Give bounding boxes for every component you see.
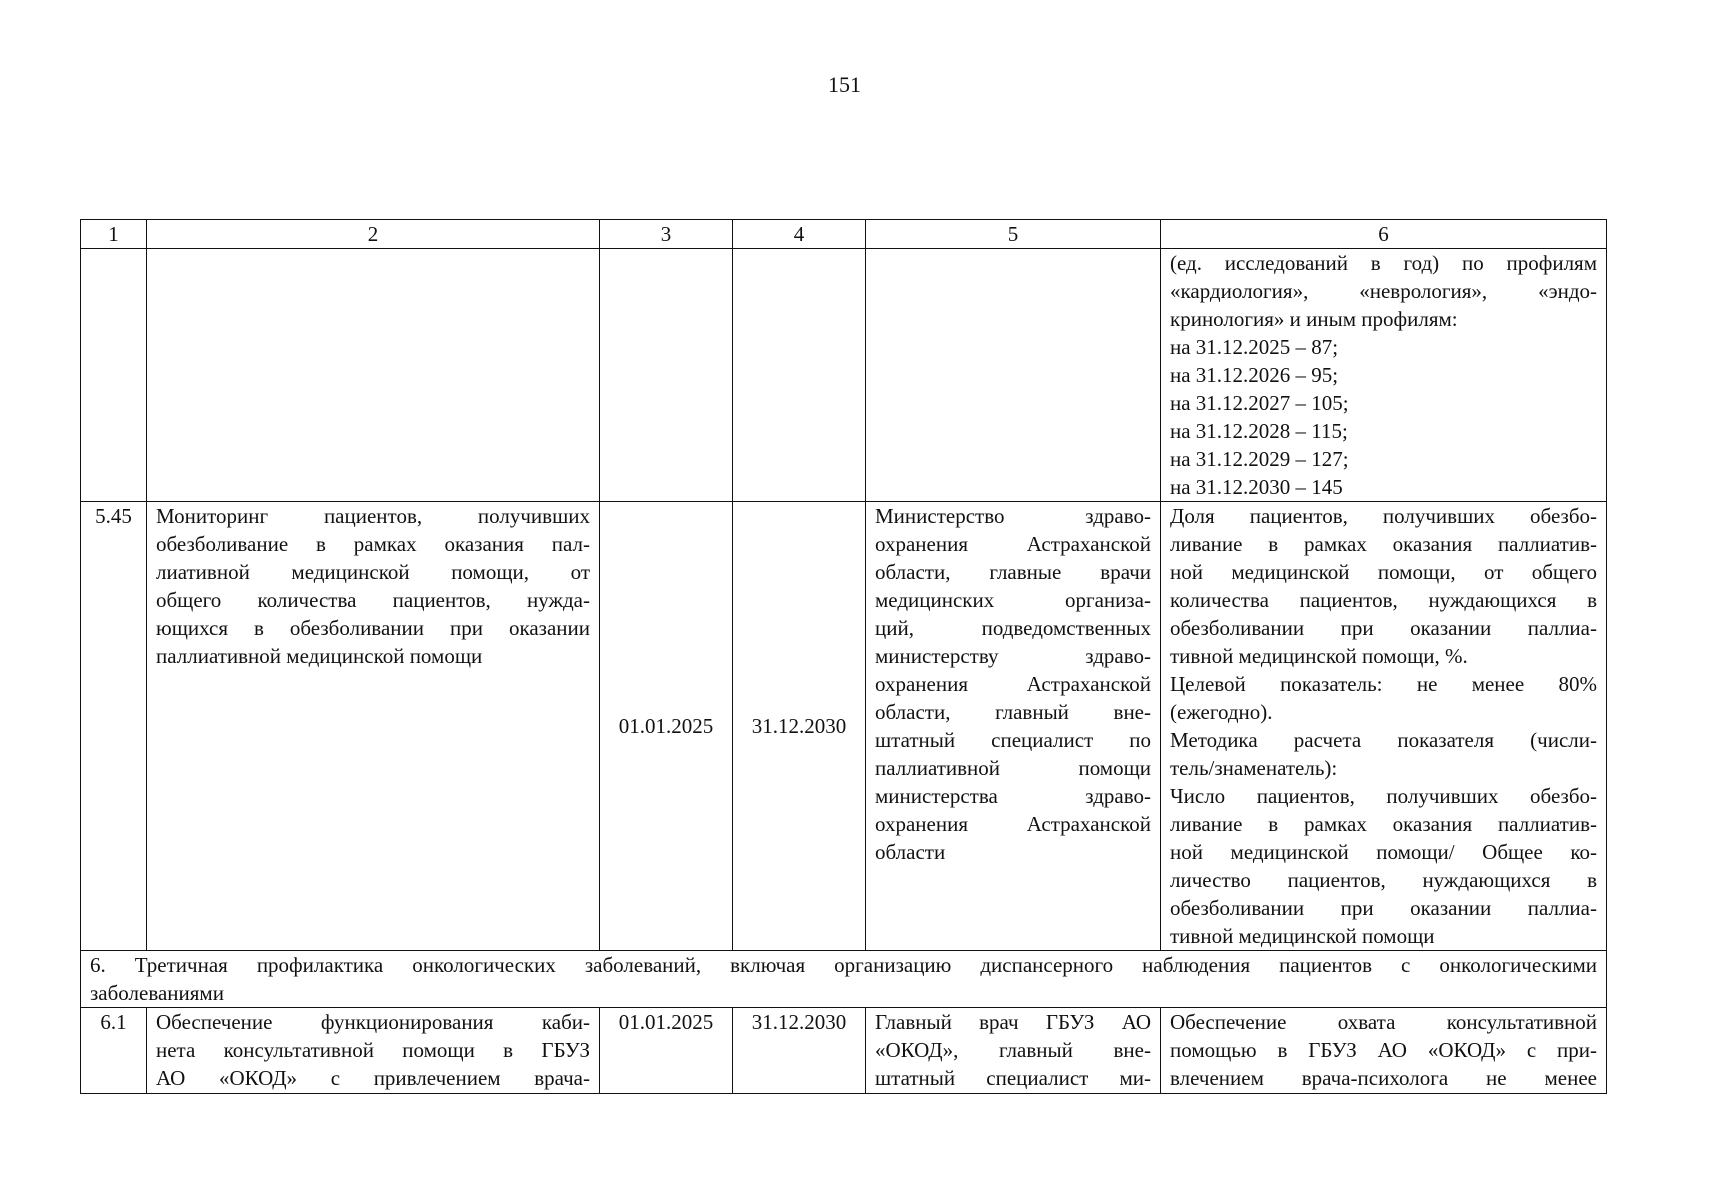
text-line: медицинских организа-: [875, 588, 1151, 612]
text-line: Мониторинг пациентов, получивших: [156, 504, 590, 528]
cell-start-date: 01.01.2025: [600, 1008, 733, 1094]
text-line: штатный специалист ми-: [875, 1066, 1151, 1090]
text-line: Обеспечение функционирования каби-: [156, 1010, 590, 1034]
text-line: области, главные врачи: [875, 560, 1151, 584]
text-line: области, главный вне-: [875, 700, 1151, 724]
text-line: охранения Астраханской: [875, 672, 1151, 696]
measures-table: [80, 219, 1607, 1094]
text-line: ливание в рамках оказания паллиатив-: [1170, 812, 1597, 836]
column-start-header: 3: [600, 220, 733, 249]
text-line: лиативной медицинской помощи, от: [156, 560, 590, 584]
text-line: Методика расчета показателя (числи-: [1170, 728, 1597, 752]
text-line: тивной медицинской помощи: [1170, 924, 1435, 948]
page-number: 151: [828, 72, 861, 97]
cell-responsible: [866, 249, 1161, 502]
column-result-header: 6: [1161, 220, 1607, 249]
cell-measure: [147, 502, 600, 951]
text-line: ной медицинской помощи/ Общее ко-: [1170, 840, 1597, 864]
text-line: Число пациентов, получивших обезбо-: [1170, 784, 1597, 808]
text-line: общего количества пациентов, нужда-: [156, 588, 590, 612]
text-line: ций, подведомственных: [875, 616, 1151, 640]
text-line: охранения Астраханской: [875, 532, 1151, 556]
text-line: (ежегодно).: [1170, 700, 1273, 724]
column-measure-header: 2: [147, 220, 600, 249]
text-line: «ОКОД», главный вне-: [875, 1038, 1151, 1062]
text-line: Министерство здраво-: [875, 504, 1151, 528]
cell-number: [81, 249, 147, 502]
text-line: (ед. исследований в год) по профилям: [1170, 251, 1597, 275]
text-line: ливание в рамках оказания паллиатив-: [1170, 532, 1597, 556]
text-line: «кардиология», «неврология», «эндо-: [1170, 279, 1597, 303]
text-line: помощью в ГБУЗ АО «ОКОД» с при-: [1170, 1038, 1597, 1062]
cell-result: [1161, 1008, 1607, 1094]
text-line: личество пациентов, нуждающихся в: [1170, 868, 1597, 892]
text-line: кринология» и иным профилям:: [1170, 307, 1458, 331]
section-heading: [81, 951, 1607, 1008]
table-row-5-45: [81, 502, 1607, 951]
text-line: Целевой показатель: не менее 80%: [1170, 672, 1597, 696]
cell-start-date: [600, 249, 733, 502]
text-line: обезболивании при оказании паллиа-: [1170, 616, 1597, 640]
text-line: Доля пациентов, получивших обезбо-: [1170, 504, 1597, 528]
cell-responsible: [866, 502, 1161, 951]
cell-number: 6.1: [81, 1008, 147, 1094]
text-line: АО «ОКОД» с привлечением врача-: [156, 1066, 590, 1090]
table-row-6-1: [81, 1008, 1607, 1094]
text-line: на 31.12.2025 – 87;: [1170, 335, 1339, 359]
section-heading-line: заболеваниями: [90, 981, 224, 1005]
text-line: тель/знаменатель):: [1170, 756, 1338, 780]
text-line: обезболивании при оказании паллиа-: [1170, 896, 1597, 920]
column-end-header: 4: [733, 220, 866, 249]
cell-responsible: [866, 1008, 1161, 1094]
text-line: паллиативной помощи: [875, 756, 1151, 780]
column-responsible-header: 5: [866, 220, 1161, 249]
cell-result: [1161, 502, 1607, 951]
section-heading-row: [81, 951, 1607, 1008]
text-line: министерства здраво-: [875, 784, 1151, 808]
text-line: Главный врач ГБУЗ АО: [875, 1010, 1151, 1034]
text-line: штатный специалист по: [875, 728, 1151, 752]
table-row-continuation: [81, 249, 1607, 502]
cell-end-date: [733, 249, 866, 502]
text-line: области: [875, 840, 946, 864]
text-line: обезболивание в рамках оказания пал-: [156, 532, 590, 556]
text-line: на 31.12.2027 – 105;: [1170, 391, 1349, 415]
text-line: на 31.12.2026 – 95;: [1170, 363, 1339, 387]
text-line: нета консультативной помощи в ГБУЗ: [156, 1038, 590, 1062]
cell-result: [1161, 249, 1607, 502]
text-line: охранения Астраханской: [875, 812, 1151, 836]
text-line: влечением врача-психолога не менее: [1170, 1066, 1597, 1090]
section-heading-line: 6. Третичная профилактика онкологических заболеваний, включая организацию диспансерного наблюдения пациентов с онкологическими: [90, 953, 1597, 977]
text-line: тивной медицинской помощи, %.: [1170, 644, 1468, 668]
text-line: количества пациентов, нуждающихся в: [1170, 588, 1597, 612]
text-line: Обеспечение охвата консультативной: [1170, 1010, 1597, 1034]
text-line: ной медицинской помощи, от общего: [1170, 560, 1597, 584]
text-line: на 31.12.2028 – 115;: [1170, 419, 1348, 443]
table-header-row: [81, 220, 1607, 249]
cell-end-date: 31.12.2030: [733, 1008, 866, 1094]
cell-number: 5.45: [81, 502, 147, 951]
column-number-header: 1: [81, 220, 147, 249]
cell-start-date: 01.01.2025: [600, 502, 733, 951]
text-line: ющихся в обезболивании при оказании: [156, 616, 590, 640]
cell-end-date: 31.12.2030: [733, 502, 866, 951]
cell-measure: [147, 1008, 600, 1094]
cell-measure: [147, 249, 600, 502]
text-line: на 31.12.2029 – 127;: [1170, 447, 1349, 471]
text-line: на 31.12.2030 – 145: [1170, 475, 1343, 499]
text-line: министерству здраво-: [875, 644, 1151, 668]
text-line: паллиативной медицинской помощи: [156, 644, 483, 668]
